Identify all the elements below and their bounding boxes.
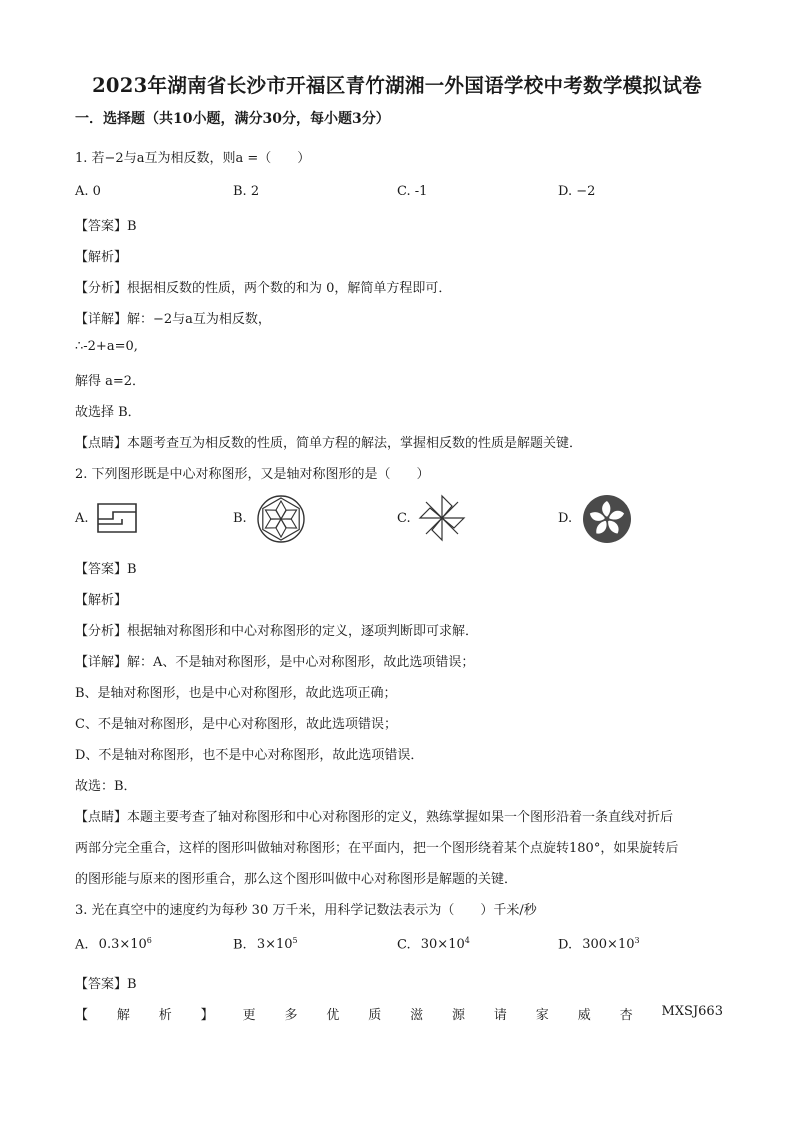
q3-answer: 【答案】B — [75, 977, 137, 992]
footer-char: 】 — [200, 1008, 214, 1023]
q3-option-d-label: D. — [558, 937, 573, 953]
q2-option-a: A. — [75, 511, 89, 526]
footer-char: 质 — [368, 1008, 382, 1023]
footer-code: MXSJ663 — [661, 1004, 723, 1019]
q1-fenxi: 【分析】根据相反数的性质，两个数的和为 0，解简单方程即可． — [75, 281, 452, 296]
footer-char: 【 — [75, 1008, 89, 1023]
q2-answer: 【答案】B — [75, 562, 137, 577]
figure-c-shape — [418, 494, 466, 542]
q3-option-b — [233, 936, 298, 952]
q3-option-a — [75, 936, 152, 952]
q1-analysis-label: 【解析】 — [75, 250, 128, 265]
footer-char: 请 — [493, 1008, 507, 1023]
q2-stem: 2. 下列图形既是中心对称图形，又是轴对称图形的是（ ） — [75, 467, 430, 482]
page-title: 2023年湖南省长沙市开福区青竹湖湘一外国语学校中考数学模拟试卷 — [92, 74, 702, 97]
q1-step1: ∴-2+a=0, — [75, 339, 138, 354]
q3-option-c-exponent: 4 — [464, 936, 470, 945]
q1-dianjing: 【点睛】本题考查互为相反数的性质，简单方程的解法，掌握相反数的性质是解题关键． — [75, 436, 583, 451]
q3-option-c-mantissa: 30×10 — [420, 937, 465, 953]
q3-option-d — [558, 936, 640, 952]
q3-option-a-mantissa: 0.3×10 — [98, 937, 147, 953]
q1-option-c: C. -1 — [397, 184, 428, 199]
figure-b-shape — [256, 494, 306, 544]
q1-answer: 【答案】B — [75, 219, 137, 234]
q2-fenxi: 【分析】根据轴对称图形和中心对称图形的定义，逐项判断即可求解． — [75, 624, 479, 639]
q1-step3: 故选择 B． — [75, 405, 141, 420]
q3-option-a-exponent: 6 — [146, 936, 152, 945]
q3-option-b-label: B. — [233, 937, 247, 953]
q2-option-d: D. — [558, 511, 573, 526]
footer-char: 优 — [326, 1008, 340, 1023]
q2-dianjing-line3: 的图形能与原来的图形重合，那么这个图形叫做中心对称图形是解题的关键． — [75, 872, 518, 887]
q2-option-c-explain: C、不是轴对称图形，是中心对称图形，故此选项错误； — [75, 717, 397, 732]
q2-option-d-explain: D、不是轴对称图形，也不是中心对称图形，故此选项错误． — [75, 748, 424, 763]
q3-stem: 3. 光在真空中的速度约为每秒 30 万千米，用科学记数法表示为（ ）千米/秒 — [75, 903, 537, 918]
q1-xiangjie: 【详解】解：−2与a互为相反数， — [75, 312, 271, 327]
q3-option-d-exponent: 3 — [634, 936, 640, 945]
q2-option-b: B. — [233, 511, 247, 526]
footer-char: 析 — [158, 1008, 172, 1023]
footer-char: 源 — [452, 1008, 466, 1023]
q2-analysis-label: 【解析】 — [75, 593, 128, 608]
q2-option-c: C. — [397, 511, 411, 526]
q2-dianjing-line2: 两部分完全重合，这样的图形叫做轴对称图形；在平面内，把一个图形绕着某个点旋转180°，如果旋转后 — [75, 841, 679, 856]
q3-option-a-label: A. — [75, 937, 89, 953]
footer-char: 滋 — [410, 1008, 424, 1023]
q1-option-b: B. 2 — [233, 184, 260, 199]
q3-option-c — [397, 936, 470, 952]
q3-option-d-mantissa: 300×10 — [582, 937, 635, 953]
footer-line — [75, 1004, 723, 1023]
q2-choose: 故选：B． — [75, 779, 137, 794]
figure-a-shape — [96, 500, 138, 536]
q3-option-b-exponent: 5 — [292, 936, 298, 945]
q1-stem: 1. 若−2与a互为相反数，则a =（ ） — [75, 151, 311, 166]
q1-option-d: D. −2 — [558, 184, 596, 199]
footer-char: 杏 — [619, 1008, 633, 1023]
q1-step2: 解得 a=2． — [75, 374, 146, 389]
q2-dianjing-line1: 【点睛】本题主要考查了轴对称图形和中心对称图形的定义，熟练掌握如果一个图形沿着一条直线对折后 — [75, 810, 674, 825]
figure-d-shape — [582, 494, 632, 544]
footer-char: 解 — [116, 1008, 130, 1023]
footer-char: 家 — [535, 1008, 549, 1023]
q3-option-b-mantissa: 3×10 — [256, 937, 293, 953]
q3-option-c-label: C. — [397, 937, 411, 953]
footer-char: 多 — [284, 1008, 298, 1023]
q2-xiangjie: 【详解】解：A、不是轴对称图形，是中心对称图形，故此选项错误； — [75, 655, 475, 670]
q2-option-b-explain: B、是轴对称图形，也是中心对称图形，故此选项正确； — [75, 686, 397, 701]
footer-char: 更 — [242, 1008, 256, 1023]
q1-option-a: A. 0 — [75, 184, 101, 199]
section-heading: 一．选择题（共10小题，满分30分，每小题3分） — [75, 111, 390, 127]
footer-char: 威 — [577, 1008, 591, 1023]
